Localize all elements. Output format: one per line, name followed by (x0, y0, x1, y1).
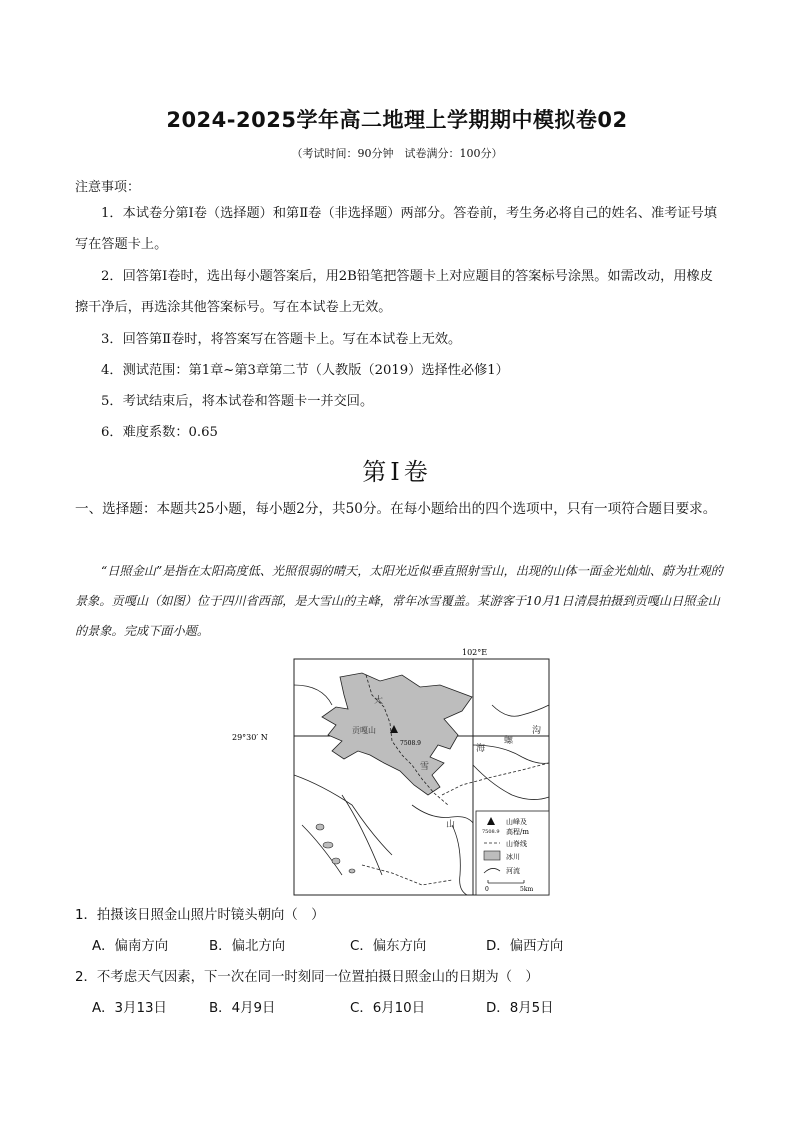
notice-item: 3．回答第Ⅱ卷时，将答案写在答题卡上。写在本试卷上无效。 (101, 332, 462, 347)
legend-scale-5: 5km (520, 886, 534, 893)
exam-title: 2024-2025学年高二地理上学期期中模拟卷02 (166, 108, 628, 132)
map-label-gou: 沟 (532, 726, 542, 736)
legend-peak: 山峰及 (506, 818, 527, 826)
map-label-da: 大 (374, 696, 384, 706)
peak-elevation: 7508.9 (400, 740, 421, 747)
legend-ridge: 山脊线 (506, 840, 527, 848)
notice-item: 4．测试范围：第1章~第3章第二节（人教版（2019）选择性必修1） (101, 363, 509, 378)
map-label-luo: 螺 (504, 736, 514, 746)
map-label-gongga: 贡嘎山 (352, 726, 376, 735)
legend-glacier: 冰川 (506, 853, 520, 861)
question-stem: 1．拍摄该日照金山照片时镜头朝向（ ） (75, 908, 325, 923)
legend-river: 河流 (506, 867, 520, 875)
notice-item: 6．难度系数：0.65 (101, 425, 218, 440)
option-d[interactable]: D．偏西方向 (486, 939, 564, 954)
latitude-label: 29°30′ N (232, 733, 268, 742)
gongga-map (232, 645, 562, 900)
section-title: 第Ⅰ卷 (362, 458, 432, 486)
option-a[interactable]: A．3月13日 (92, 1001, 167, 1016)
option-b[interactable]: B．偏北方向 (209, 939, 286, 954)
map-label-hai: 海 (476, 744, 486, 754)
question-stem: 2．不考虑天气因素，下一次在同一时刻同一位置拍摄日照金山的日期为（ ） (75, 970, 539, 985)
passage: “日照金山”是指在太阳高度低、光照很弱的晴天，太阳光近似垂直照射雪山，出现的山体一面金光灿灿、蔚为壮观的景象。贡嘎山（如图）位于四川省西部，是大雪山的主峰，常年冰雪覆盖。某游客于10月1日清晨拍摄到贡嘎山日照金山的景象。完成下面小题。 (75, 564, 723, 638)
notice-item: 1．本试卷分第Ⅰ卷（选择题）和第Ⅱ卷（非选择题）两部分。答卷前，考生务必将自己的姓名、准考证号填写在答题卡上。 (75, 206, 717, 252)
option-c[interactable]: C．偏东方向 (350, 939, 427, 954)
map-label-xue: 雪 (420, 762, 430, 772)
legend-glacier-icon (484, 851, 500, 860)
map-label-shan: 山 (446, 820, 456, 830)
question-intro: 一、选择题：本题共25小题，每小题2分，共50分。在每小题给出的四个选项中，只有一项符合题目要求。 (75, 501, 717, 517)
notice-item: 5．考试结束后，将本试卷和答题卡一并交回。 (101, 394, 374, 409)
legend-scale-0: 0 (485, 886, 489, 893)
exam-subtitle: （考试时间：90分钟 试卷满分：100分） (291, 147, 503, 160)
legend-peak-elev: 7508.9 (482, 829, 500, 835)
glacier-patch (332, 858, 340, 864)
notice-item: 2．回答第Ⅰ卷时，选出每小题答案后，用2B铅笔把答题卡上对应题目的答案标号涂黑。如需改动，用橡皮擦干净后，再选涂其他答案标号。写在本试卷上无效。 (75, 269, 713, 315)
option-d[interactable]: D．8月5日 (486, 1001, 554, 1016)
glacier-patch (323, 842, 333, 848)
longitude-label: 102°E (462, 648, 488, 657)
option-c[interactable]: C．6月10日 (350, 1001, 426, 1016)
option-b[interactable]: B．4月9日 (209, 1001, 276, 1016)
glacier-patch (349, 869, 355, 873)
option-a[interactable]: A．偏南方向 (92, 939, 169, 954)
legend-peak2: 高程/m (506, 828, 529, 836)
notice-label: 注意事项： (75, 180, 141, 195)
glacier-patch (316, 824, 324, 830)
